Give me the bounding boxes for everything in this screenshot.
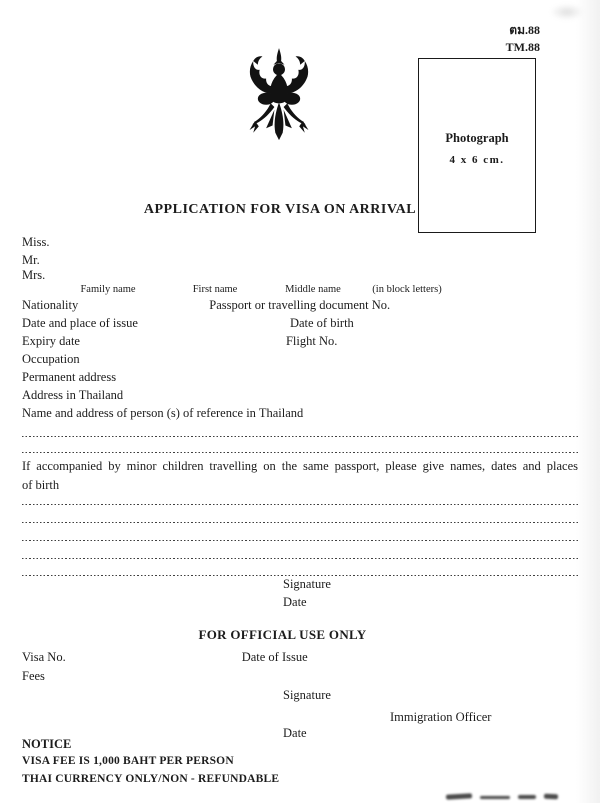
form-codes bbox=[506, 22, 540, 56]
field-label-expiry-date: Expiry date bbox=[22, 334, 80, 348]
children-note-line2: of birth bbox=[22, 478, 60, 492]
notice-currency-line: THAI CURRENCY ONLY/NON - REFUNDABLE bbox=[22, 773, 280, 785]
cutoff-print-smudge bbox=[446, 790, 560, 802]
label-mr: Mr. bbox=[22, 253, 40, 267]
children-blank-line-1 bbox=[22, 504, 578, 505]
notice-fee-line: VISA FEE IS 1,000 BAHT PER PERSON bbox=[22, 755, 234, 767]
field-label-reference: Name and address of person (s) of reference in Thailand bbox=[22, 406, 304, 420]
header-block-letters: (in block letters) bbox=[372, 284, 442, 295]
children-blank-line-4 bbox=[22, 558, 578, 559]
label-mrs: Mrs. bbox=[22, 268, 46, 282]
header-first-name: First name bbox=[192, 284, 238, 295]
field-label-date-of-birth: Date of birth bbox=[289, 316, 354, 330]
photo-box-label: Photograph bbox=[445, 131, 509, 145]
field-label-officer-date: Date bbox=[283, 726, 307, 740]
field-label-date: Date bbox=[283, 595, 307, 609]
reference-blank-line-2 bbox=[22, 452, 578, 453]
field-label-officer-signature: Signature bbox=[283, 688, 331, 702]
field-label-address-in-thailand: Address in Thailand bbox=[22, 388, 124, 402]
field-label-signature: Signature bbox=[283, 577, 331, 591]
children-blank-line-3 bbox=[22, 540, 578, 541]
field-label-fees: Fees bbox=[22, 669, 45, 683]
children-note-line1: If accompanied by minor children travelling on the same passport, please give names, dates and places bbox=[22, 459, 578, 473]
field-label-permanent-address: Permanent address bbox=[22, 370, 117, 384]
garuda-emblem-icon bbox=[233, 42, 325, 150]
header-family-name: Family name bbox=[80, 284, 136, 295]
form-code-thai: ตม.88 bbox=[509, 23, 540, 37]
photo-box-size: 4 x 6 cm. bbox=[449, 154, 505, 166]
header-middle-name: Middle name bbox=[285, 284, 341, 295]
field-label-visa-no: Visa No. bbox=[22, 650, 66, 664]
form-code-en: TM.88 bbox=[505, 40, 540, 54]
field-label-nationality: Nationality bbox=[22, 298, 79, 312]
field-label-date-place-issue: Date and place of issue bbox=[22, 316, 138, 330]
field-label-passport-no: Passport or travelling document No. bbox=[209, 298, 391, 312]
official-use-title: FOR OFFICIAL USE ONLY bbox=[198, 627, 367, 642]
scan-smudge bbox=[550, 4, 584, 20]
children-blank-line-2 bbox=[22, 522, 578, 523]
notice-title: NOTICE bbox=[22, 737, 72, 751]
label-immigration-officer: Immigration Officer bbox=[390, 710, 492, 724]
form-title: APPLICATION FOR VISA ON ARRIVAL bbox=[143, 202, 417, 217]
label-miss: Miss. bbox=[22, 235, 50, 249]
field-label-occupation: Occupation bbox=[22, 352, 80, 366]
field-label-date-of-issue: Date of Issue bbox=[241, 650, 308, 664]
field-label-flight-no: Flight No. bbox=[285, 334, 338, 348]
reference-blank-line-1 bbox=[22, 436, 578, 437]
